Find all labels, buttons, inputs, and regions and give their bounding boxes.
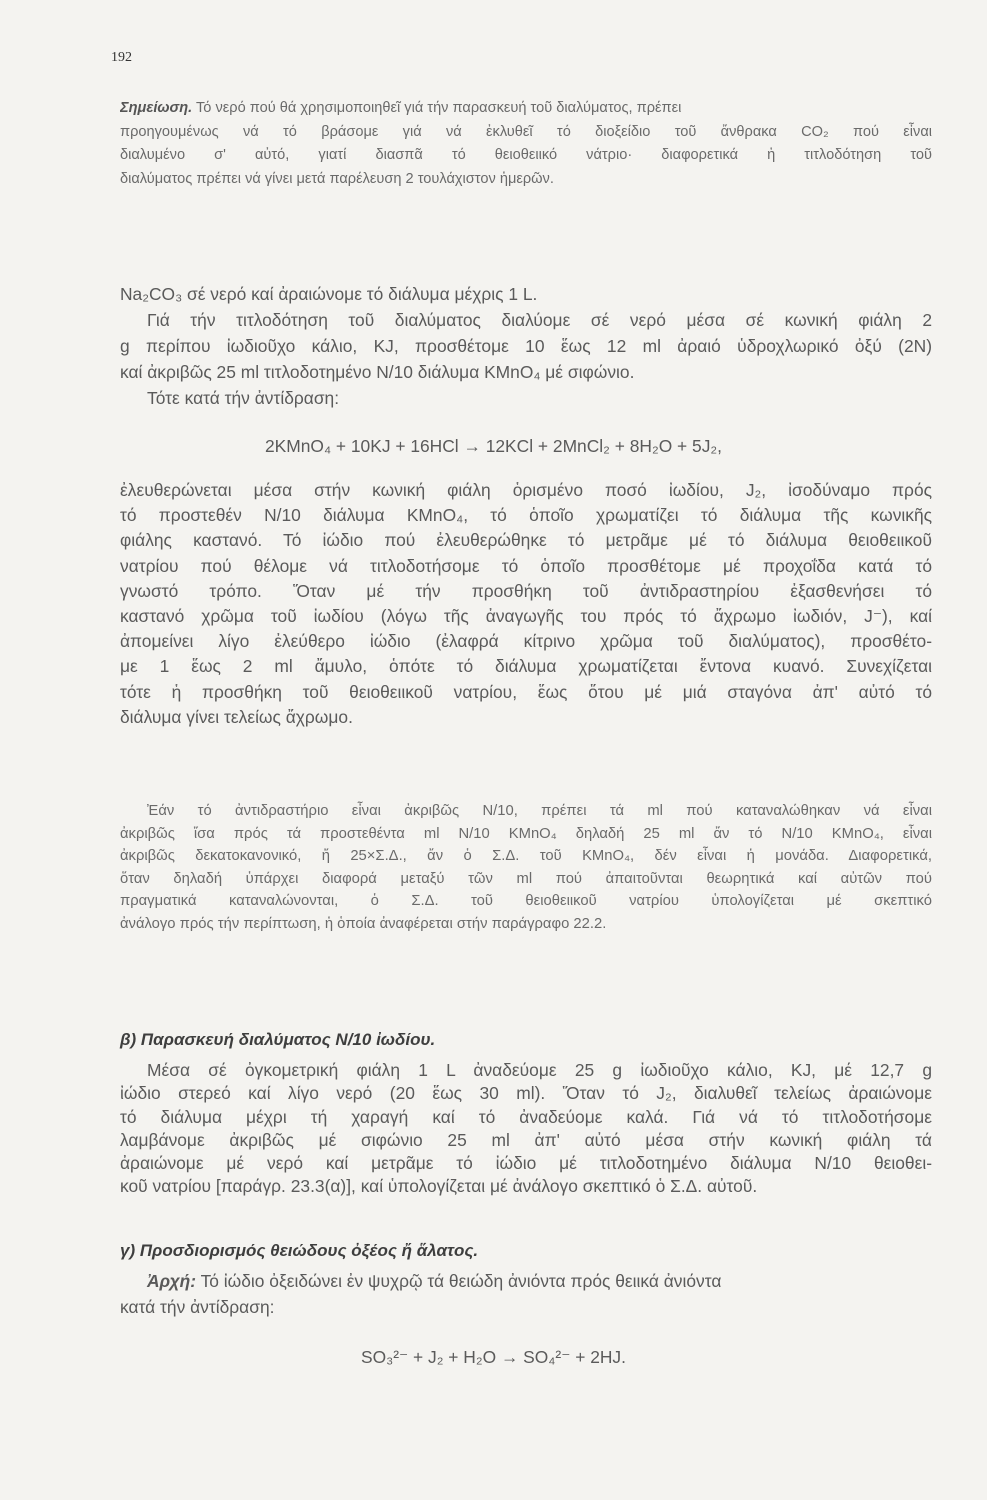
equation: 2KMnO₄ + 10KJ + 16HCl → 12KCl + 2MnCl₂ + 8H₂O + 5J₂, [265,436,722,456]
text-line: φιάλης καστανό. Τό ἰώδιο πού ἐλευθερώθηκε τό μετρᾶμε μέ τό διάλυμα θειοθειικοῦ [120,530,932,551]
text-line: Τό νερό πού θά χρησιμοποιηθεῖ γιά τήν παρασκευή τοῦ διαλύματος, πρέπει [192,100,682,116]
text-line: g περίπου ἰωδιοῦχο κάλιο, KJ, προσθέτομε 10 ἕως 12 ml ἀραιό ὑδροχλωρικό ὀξύ (2N) [120,336,932,356]
text-line: ἀνάλογο πρός τήν περίπτωση, ἡ ὁποία ἀναφέρεται στήν παράγραφο 22.2. [120,915,607,932]
text-line: ἰώδιο στερεό καί λίγο νερό (20 ἕως 30 ml). Ὅταν τό J₂, διαλυθεῖ τελείως ἀραιώνομε [120,1083,932,1104]
text-line: ἀπομείνει λίγο ἐλεύθερο ἰώδιο (ἐλαφρά κίτρινο χρῶμα τοῦ διαλύματος), προσθέτο- [120,631,932,652]
paragraph [120,478,932,730]
paragraph [120,1268,932,1320]
text-line: Ἐάν τό ἀντιδραστήριο εἶναι ἀκριβῶς N/10, πρέπει τά ml πού καταναλώθηκαν νά εἶναι [147,803,932,819]
text-line: Μέσα σέ ὀγκομετρική φιάλη 1 L ἀναδεύομε 25 g ἰωδιοῦχο κάλιο, KJ, μέ 12,7 g [147,1060,932,1080]
section-heading: γ) Προσδιορισμός θειώδους ὀξέος ἤ ἅλατος. [120,1241,479,1260]
text-line: Γιά τήν τιτλοδότηση τοῦ διαλύματος διαλύομε σέ νερό μέσα σέ κωνική φιάλη 2 [147,310,932,330]
text-line: γνωστό τρόπο. Ὅταν μέ τήν προσθήκη τοῦ ἀντιδραστηρίου ἐξασθενήσει τό [120,580,932,601]
text-line: κατά τήν ἀντίδραση: [120,1297,275,1317]
principle-label: Ἀρχή: [147,1271,197,1291]
note-label: Σημείωση. [120,100,193,116]
text-line: διαλυμένο σ' αὐτό, γιατί διασπᾶ τό θειοθειικό νάτριο· διαφορετικά ἡ τιτλοδότηση τοῦ [120,147,932,164]
paragraph [120,281,932,307]
note-line1-wrap [192,97,932,121]
text-line: καί ἀκριβῶς 25 ml τιτλοδοτημένο N/10 διάλυμα KMnO₄ μέ σιφώνιο. [120,362,635,382]
text-line: λαμβάνομε ἀκριβῶς μέ σιφώνιο 25 ml ἀπ' αὐτό μέσα στήν κωνική φιάλη τά [120,1129,932,1150]
text-line: νατρίου πού θέλομε νά τιτλοδοτήσομε τό ὁποῖο προσθέτομε μέ προχοΐδα κατά τό [120,555,932,576]
text-line: Τότε κατά τήν ἀντίδραση: [147,388,340,408]
footnote [120,800,932,936]
text-line: τό διάλυμα μέχρι τή χαραγή καί τό ἀναδεύομε καλά. Γιά νά τό τιτλοδοτήσομε [120,1106,932,1127]
text-line: ἀκριβῶς ἴσα πρός τά προστεθέντα ml N/10 KMnO₄ δηλαδή 25 ml ἄν τό N/10 KMnO₄, εἶναι [120,825,932,842]
note-paragraph [120,97,932,191]
text-line [120,97,932,121]
text-line: ἐλευθερώνεται μέσα στήν κωνική φιάλη ὁρισμένο ποσό ἰωδίου, J₂, ἰσοδύναμο πρός [120,480,932,500]
text-line: κοῦ νατρίου [παράγρ. 23.3(α)], καί ὑπολογίζεται μέ ἀνάλογο σκεπτικό ὁ Σ.Δ. αὐτοῦ. [120,1176,758,1197]
text-line: καστανό χρῶμα τοῦ ἰωδίου (λόγω τῆς ἀναγωγῆς του πρός τό ἄχρωμο ἰωδιόν, J⁻), καί [120,606,932,627]
text-line: διάλυμα γίνει τελείως ἄχρωμο. [120,706,353,727]
text-line: πραγματικά καταναλώνονται, ὁ Σ.Δ. τοῦ θειοθειικοῦ νατρίου ὑπολογίζεται μέ σκεπτικό [120,893,932,910]
text-line: με 1 ἕως 2 ml ἄμυλο, ὁπότε τό διάλυμα χρωματίζεται ἔντονα κυανό. Συνεχίζεται [120,656,932,677]
text-span: Τό ἰώδιο ὀξειδώνει ἐν ψυχρῷ τά θειώδη ἀνιόντα πρός θειικά ἀνιόντα [196,1271,722,1291]
paragraph [120,307,932,411]
text-line: ἀκριβῶς δεκατοκανονικό, ἤ 25×Σ.Δ., ἄν ὁ Σ.Δ. τοῦ KMnO₄, δέν εἶναι ἡ μονάδα. Διαφορετικά, [120,848,932,865]
text-line: τό προστεθέν N/10 διάλυμα KMnO₄, τό ὁποῖο χρωματίζει τό διάλυμα τῆς κωνικῆς [120,505,932,526]
text-line: τότε ἡ προσθήκη τοῦ θειοθειικοῦ νατρίου, ἕως ὅτου μέ μιά σταγόνα ἀπ' αὐτό τό [120,681,932,702]
page-number: 192 [111,50,132,65]
equation: SO₃²⁻ + J₂ + H₂O → SO₄²⁻ + 2HJ. [361,1347,626,1367]
text-line: διαλύματος πρέπει νά γίνει μετά παρέλευση 2 τουλάχιστον ἡμερῶν. [120,170,554,187]
text-line: ἀραιώνομε μέ νερό καί μετρᾶμε τό ἰώδιο μέ τιτλοδοτημένο διάλυμα N/10 θειοθει- [120,1153,932,1174]
paragraph [120,1059,932,1199]
section-heading: β) Παρασκευή διαλύματος N/10 ἰωδίου. [120,1030,436,1049]
text-line [120,1268,932,1294]
text-line: ὅταν δηλαδή ὑπάρχει διαφορά μεταξύ τῶν ml πού ἀπαιτοῦνται θεωρητικά καί αὐτῶν πού [120,870,932,887]
text-line: Na₂CO₃ σέ νερό καί ἀραιώνομε τό διάλυμα μέχρις 1 L. [120,284,538,304]
text-line: προηγουμένως νά τό βράσομε γιά νά ἐκλυθεῖ τό διοξείδιο τοῦ ἄνθρακα CO₂ πού εἶναι [120,123,932,140]
